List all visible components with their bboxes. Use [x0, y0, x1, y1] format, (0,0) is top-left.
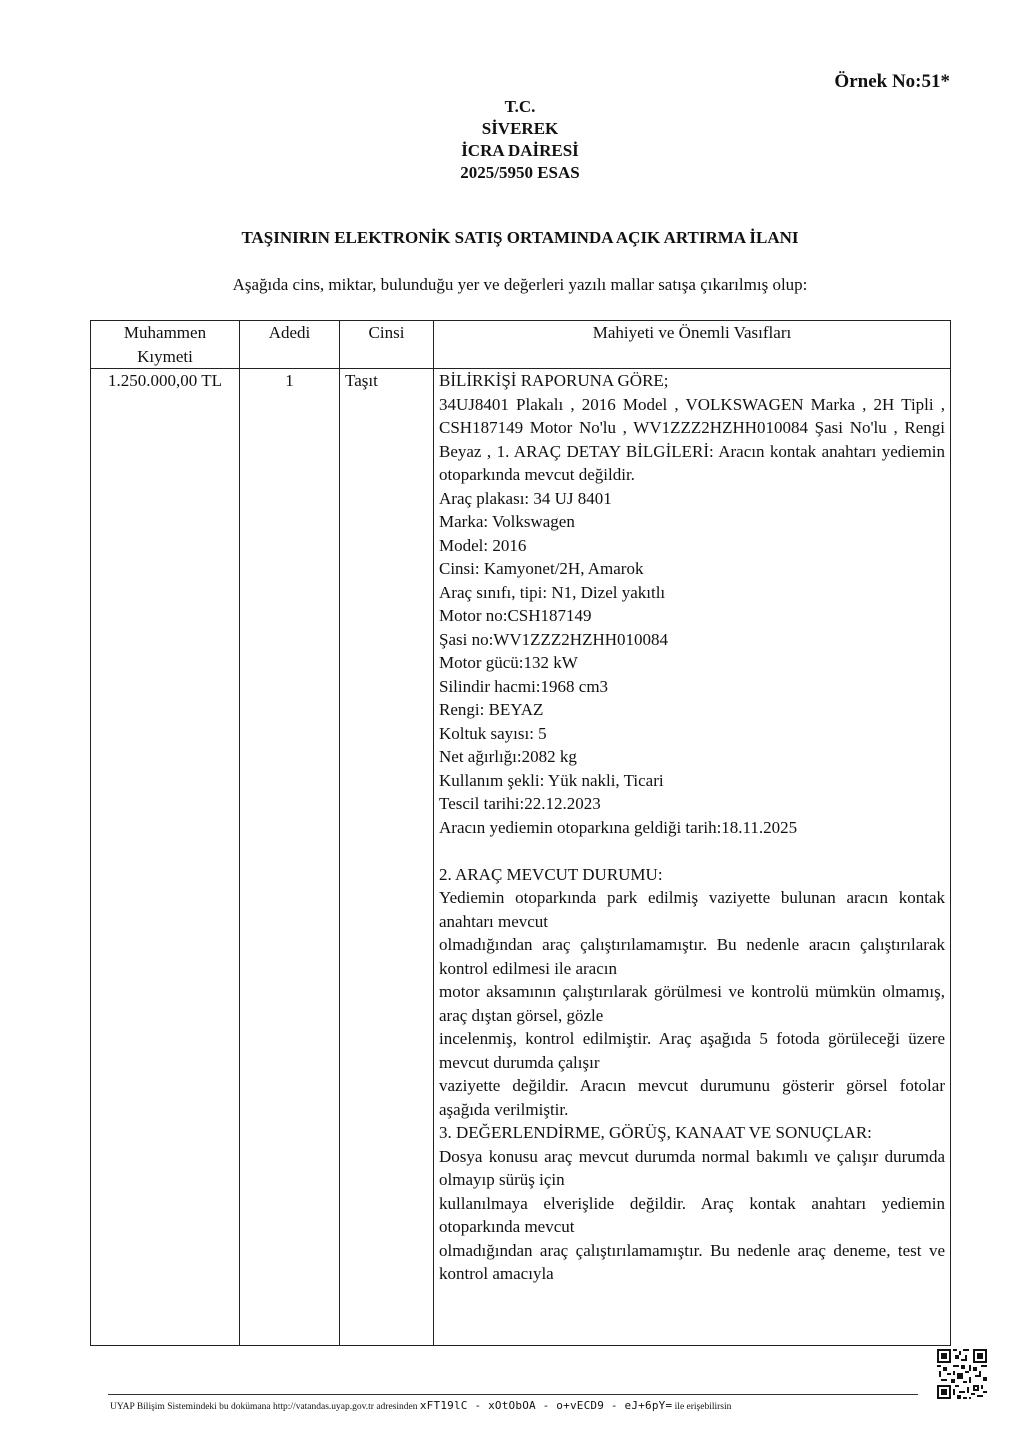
description-line: vaziyette değildir. Aracın mevcut durumunu gösterir görsel fotolar aşağıda verilmiştir. — [439, 1076, 945, 1119]
qr-code-icon — [937, 1349, 987, 1399]
description-line: Aracın yediemin otoparkına geldiği tarih:18.11.2025 — [439, 817, 798, 837]
description-line: Koltuk sayısı: 5 — [439, 723, 547, 743]
description-line: olmadığından araç çalıştırılamamıştır. Bu nedenle araç deneme, test ve kontrol amacıyla — [439, 1240, 945, 1283]
header-description: Mahiyeti ve Önemli Vasıfları — [434, 321, 951, 369]
description-line: Marka: Volkswagen — [439, 512, 575, 531]
footer-prefix: UYAP Bilişim Sistemindeki bu dokümana http://vatandas.uyap.gov.tr adresinden — [110, 1402, 418, 1412]
cell-kind: Taşıt — [340, 369, 434, 1346]
description-line: kullanılmaya elverişlide değildir. Araç kontak anahtarı yediemin otoparkında mevcut — [439, 1193, 945, 1236]
cell-description — [434, 369, 951, 1346]
description-line: Araç plakası: 34 UJ 8401 — [439, 488, 612, 508]
header-case-no: 2025/5950 ESAS — [460, 163, 580, 182]
header-kind: Cinsi — [340, 321, 434, 369]
header-office: İCRA DAİRESİ — [461, 141, 579, 160]
table-row — [91, 369, 951, 1346]
footer-suffix: ile erişebilirsin — [674, 1402, 732, 1412]
footer-verification-code: xFT19lC - xOtObOA - o+vECD9 - eJ+6pY= — [419, 1399, 673, 1412]
table-header-row — [91, 321, 951, 369]
description-line: olmadığından araç çalıştırılamamıştır. Bu nedenle aracın çalıştırılarak kontrol edilmesi ile aracın — [439, 935, 945, 978]
description-line: 3. DEĞERLENDİRME, GÖRÜŞ, KANAAT VE SONUÇLAR: — [439, 1123, 872, 1142]
footer-divider — [108, 1394, 918, 1395]
description-line: Tescil tarihi:22.12.2023 — [439, 794, 601, 813]
description-line: BİLİRKİŞİ RAPORUNA GÖRE; — [439, 371, 669, 390]
description-line: Motor no:CSH187149 — [439, 606, 592, 625]
description-line — [439, 839, 945, 863]
document-title: TAŞINIRIN ELEKTRONİK SATIŞ ORTAMINDA AÇIK ARTIRMA İLANI — [241, 228, 799, 247]
description-line: incelenmiş, kontrol edilmiştir. Araç aşağıda 5 fotoda görüleceği üzere mevcut durumda çalışır — [439, 1029, 945, 1072]
description-line: motor aksamının çalıştırılarak görülmesi ve kontrolü mümkün olmamış, araç dıştan görsel, gözle — [439, 982, 945, 1025]
description-line: Net ağırlığı:2082 kg — [439, 747, 577, 766]
description-line: Kullanım şekli: Yük nakli, Ticari — [439, 770, 664, 790]
description-line: 34UJ8401 Plakalı , 2016 Model , VOLKSWAGEN Marka , 2H Tipli , CSH187149 Motor No'lu , WV1ZZZ2HZHH010084 Şasi No'lu , Rengi Beyaz , 1. ARAÇ DETAY BİLGİLERİ: Aracın kontak anahtarı yediemin otoparkında mevcut değildir. — [439, 394, 945, 484]
description-line: Cinsi: Kamyonet/2H, Amarok — [439, 559, 644, 578]
description-line: Rengi: BEYAZ — [439, 700, 544, 719]
cell-count: 1 — [240, 369, 340, 1346]
header-estimated-value: Muhammen Kıymeti — [91, 321, 240, 369]
description-line: 2. ARAÇ MEVCUT DURUMU: — [439, 864, 663, 884]
description-line: Motor gücü:132 kW — [439, 653, 578, 672]
description-line: Dosya konusu araç mevcut durumda normal bakımlı ve çalışır durumda olmayıp sürüş için — [439, 1146, 945, 1189]
description-line: Yediemin otoparkında park edilmiş vaziyette bulunan aracın kontak anahtarı mevcut — [439, 888, 945, 931]
court-header — [200, 96, 840, 184]
footer — [110, 1399, 930, 1412]
header-count: Adedi — [240, 321, 340, 369]
header-city: SİVEREK — [481, 119, 559, 138]
header-tc: T.C. — [504, 97, 536, 116]
cell-estimated-value: 1.250.000,00 TL — [91, 369, 240, 1346]
description-line: Araç sınıfı, tipi: N1, Dizel yakıtlı — [439, 582, 666, 602]
items-table — [90, 320, 951, 1346]
description-line: Model: 2016 — [439, 535, 527, 555]
intro-text: Aşağıda cins, miktar, bulunduğu yer ve değerleri yazılı mallar satışa çıkarılmış olup: — [232, 275, 808, 294]
sample-number: Örnek No:51* — [834, 71, 950, 92]
description-line: Şasi no:WV1ZZZ2HZHH010084 — [439, 629, 669, 649]
description-line: Silindir hacmi:1968 cm3 — [439, 676, 609, 696]
